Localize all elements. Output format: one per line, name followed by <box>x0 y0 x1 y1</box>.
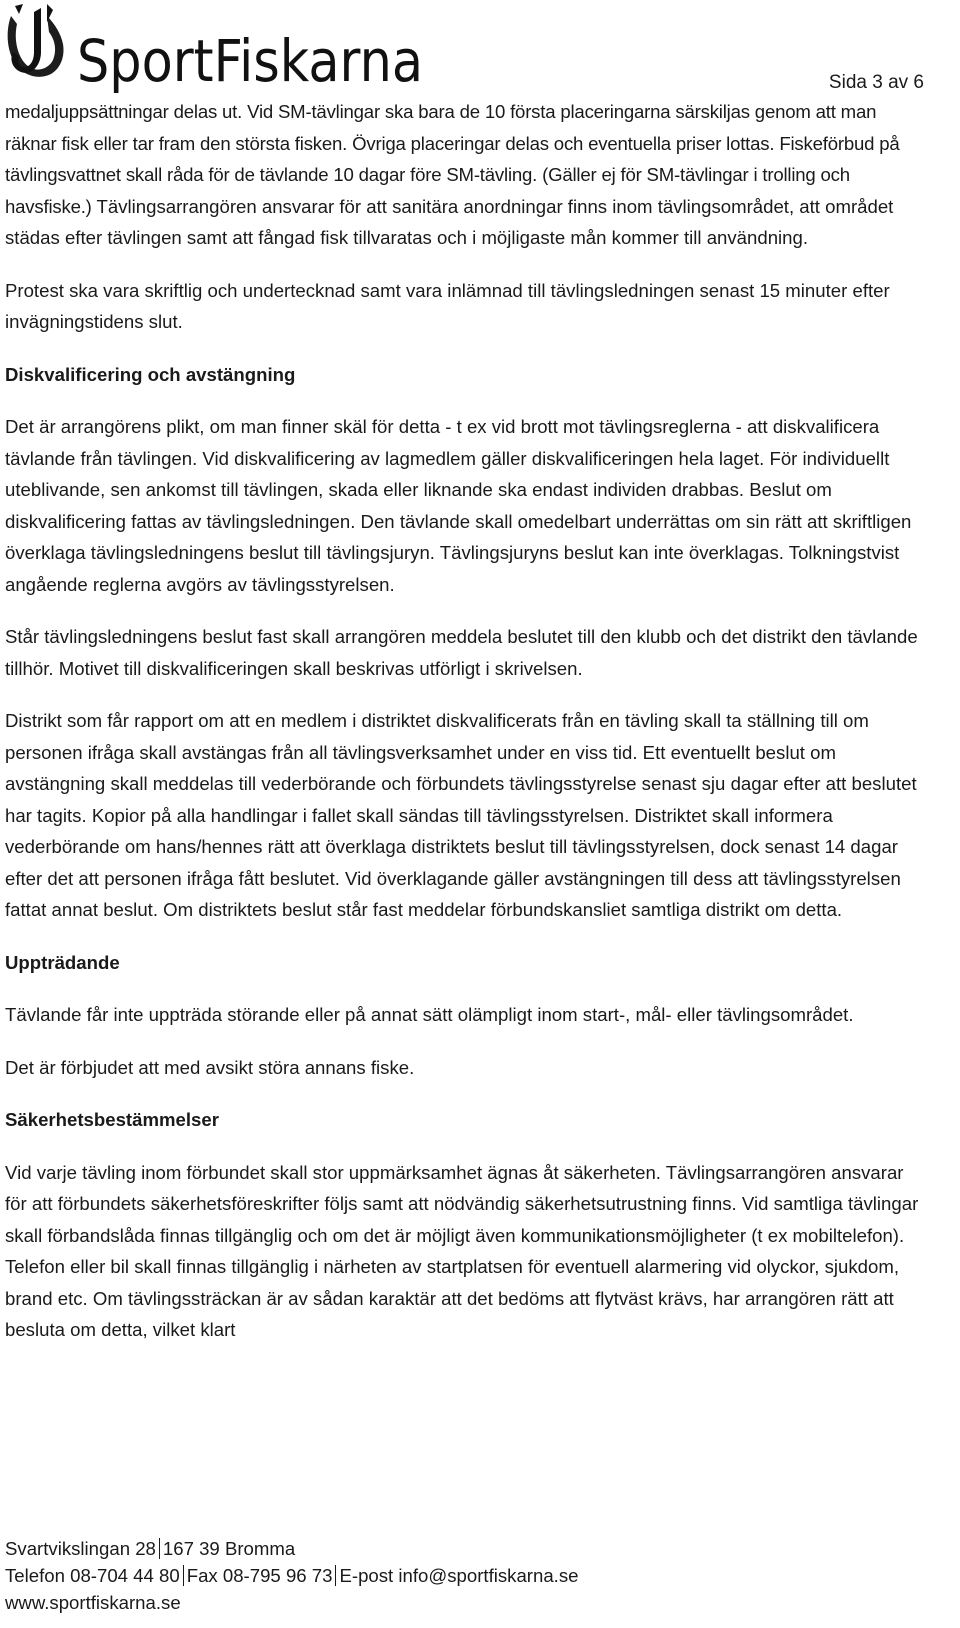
footer-email[interactable]: E-post info@sportfiskarna.se <box>339 1565 579 1586</box>
paragraph-text: Tävlingsarrangören ansvarar för att sanitära anordningar finns inom tävlingsområdet, att området städas efter tävlingen samt att fångad fisk tillvaratas och i möjligaste mån kommer till användning. <box>5 195 894 248</box>
paragraph-text: medaljuppsättningar delas ut. Vid SM-tävlingar ska bara de 10 första placeringarna särskiljas genom att man räknar fisk eller tar fram den största fisken. Övriga placeringar delas och eventuella priser lottas. Fiskeförbud på tävlingsvattnet skall råda för de tävlande 10 dagar före SM-tävling. (Gäller ej för SM-tävlingar i trolling och havsfiske.) <box>5 101 900 217</box>
paragraph-disturbance: Det är förbjudet att med avsikt störa annans fiske. <box>5 1056 415 1078</box>
paragraph-conduct: Tävlande får inte uppträda störande eller på annat sätt olämpligt inom start-, mål- eller tävlingsområdet. <box>5 1004 854 1025</box>
footer-address <box>5 1535 930 1562</box>
footer-separator <box>183 1565 184 1586</box>
footer-fax: Fax 08-795 96 73 <box>186 1565 333 1586</box>
paragraph-safety: Vid varje tävling inom förbundet skall stor uppmärksamhet ägnas åt säkerheten. Tävlingsarrangören ansvarar för att förbundets säkerhetsföreskrifter följs samt att nödvändig säkerhetsutrustning finns. Vid samtliga tävlingar skall förbandslåda finnas tillgänglig och om det är möjligt även kommunikationsmöjligheter (t ex mobiltelefon). Telefon eller bil skall finnas tillgänglig i närheten av startplatsen för eventuell alarmering vid olyckor, sjukdom, brand etc. Om tävlingssträckan är av sådan karaktär att det bedöms att flytväst krävs, har arrangören rätt att besluta om detta, vilket klart <box>5 1161 919 1340</box>
document-body <box>5 96 930 1367</box>
paragraph-competition-rules <box>5 96 930 254</box>
footer-website[interactable]: www.sportfiskarna.se <box>5 1592 181 1613</box>
paragraph-protest: Protest ska vara skriftlig och undertecknad samt vara inlämnad till tävlingsledningen senast 15 minuter efter invägningstidens slut. <box>5 279 890 332</box>
section-heading-safety: Säkerhetsbestämmelser <box>5 1109 219 1130</box>
footer-separator <box>159 1538 160 1559</box>
sportfiskarna-logo <box>3 2 428 94</box>
paragraph-decision: Står tävlingsledningens beslut fast skall arrangören meddela beslutet till den klubb och det distrikt den tävlande tillhör. Motivet till diskvalificeringen skall beskrivas utförligt i skrivelsen. <box>5 626 918 679</box>
page-footer <box>5 1535 930 1616</box>
svg-text:SportFiskarna: SportFiskarna <box>77 27 423 95</box>
fish-hook-logo-icon <box>3 2 428 94</box>
footer-city: 167 39 Bromma <box>162 1538 296 1559</box>
footer-street: Svartvikslingan 28 <box>5 1538 156 1559</box>
footer-contact <box>5 1562 930 1589</box>
section-heading-disqualification: Diskvalificering och avstängning <box>5 363 296 385</box>
paragraph-disqualification: Det är arrangörens plikt, om man finner skäl för detta - t ex vid brott mot tävlingsreglerna - att diskvalificera tävlande från tävlingen. Vid diskvalificering av lagmedlem gäller diskvalificeringen hela laget. För individuellt uteblivande, sen ankomst till tävlingen, skada eller liknande ska endast individen drabbas. Beslut om diskvalificering fattas av tävlingsledningen. Den tävlande skall omedelbart underrättas om sin rätt att skriftligen överklaga tävlingsledningens beslut till tävlingsjuryn. Tävlingsjuryns beslut kan inte överklagas. Tolkningstvist angående reglerna avgörs av tävlingsstyrelsen. <box>5 416 912 595</box>
paragraph-district: Distrikt som får rapport om att en medlem i distriktet diskvalificerats från en tävling skall ta ställning till om personen ifråga skall avstängas från all tävlingsverksamhet under en viss tid. Ett eventuellt beslut om avstängning skall meddelas till vederbörande och förbundets tävlingsstyrelse senast sju dagar efter att beslutet har tagits. Kopior på alla handlingar i fallet skall sändas till tävlingsstyrelsen. Distriktet skall informera vederbörande om hans/hennes rätt att överklaga distriktets beslut till tävlingsstyrelsen, dock senast 14 dagar efter det att personen ifråga fått beslutet. Vid överklagande gäller avstängningen till dess att tävlingsstyrelsen fattat annat beslut. Om distriktets beslut står fast meddelar förbundskansliet samtliga distrikt om detta. <box>5 710 917 920</box>
page-number: Sida 3 av 6 <box>828 72 924 93</box>
footer-separator <box>335 1565 336 1586</box>
footer-phone: Telefon 08-704 44 80 <box>5 1565 180 1586</box>
section-heading-conduct: Uppträdande <box>5 951 120 973</box>
